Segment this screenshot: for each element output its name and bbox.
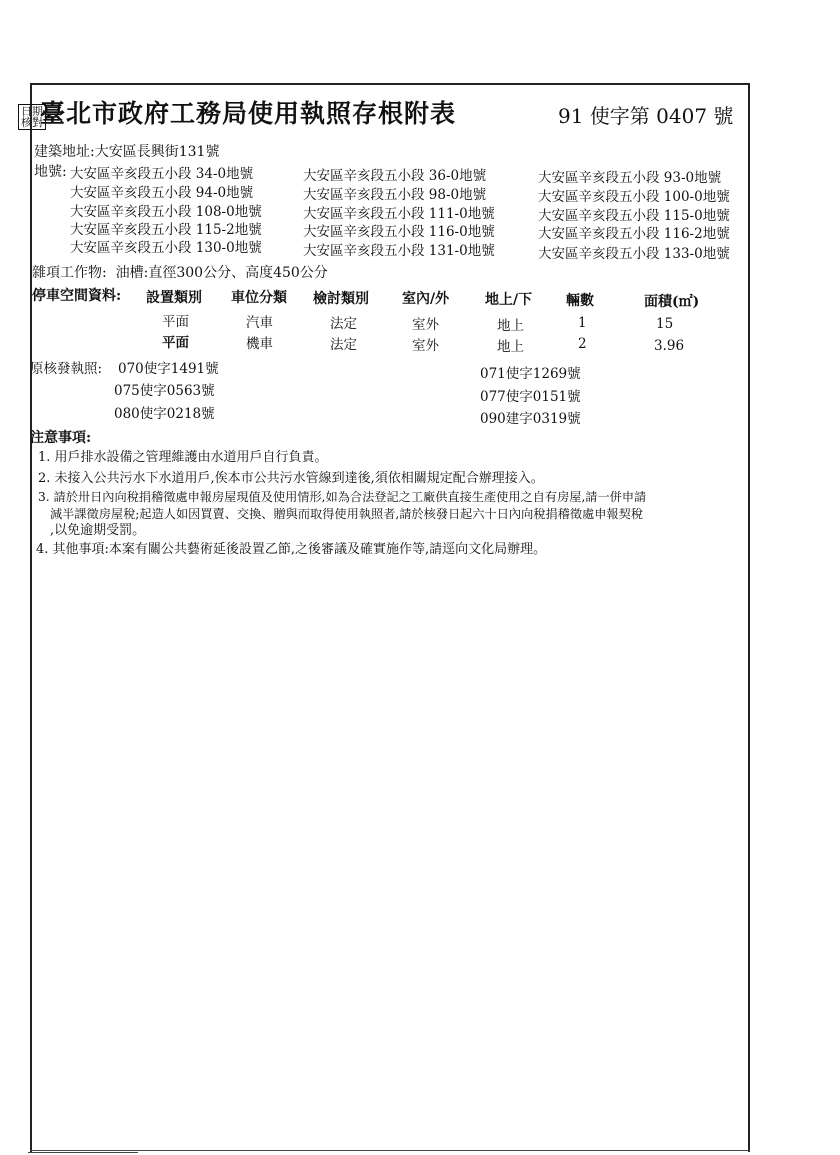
parking-r2-review: 法定	[330, 337, 357, 353]
stamp-line-2: 核對	[21, 116, 43, 129]
original-licenses-label: 原核發執照:	[30, 361, 103, 377]
note-4: 4. 其他事項:本案有關公共藝術延後設置乙節,之後審議及確實施作等,請逕向文化局辦理。	[36, 542, 547, 557]
parking-r1-area: 15	[656, 316, 674, 332]
parking-header-vehicle: 車位分類	[231, 290, 287, 306]
parking-header-level: 地上/下	[485, 292, 533, 308]
parking-r1-indoor: 室外	[412, 317, 439, 333]
lot-r2-c3: 大安區辛亥段五小段 100-0地號	[538, 189, 730, 205]
parking-r1-vehicle: 汽車	[246, 315, 273, 331]
note-2: 2. 未接入公共污水下水道用戶,俟本市公共污水管線到達後,須依相關規定配合辦理接入。	[38, 471, 544, 486]
lot-r2-c2: 大安區辛亥段五小段 98-0地號	[303, 187, 487, 203]
license-right-3: 090建字0319號	[480, 411, 581, 427]
lot-r2-c1: 大安區辛亥段五小段 94-0地號	[70, 185, 254, 201]
parking-r1-count: 1	[578, 315, 587, 331]
license-left-3: 080使字0218號	[114, 406, 215, 422]
parking-r2-count: 2	[578, 336, 587, 352]
parking-r2-vehicle: 機車	[246, 336, 273, 352]
lot-r3-c3: 大安區辛亥段五小段 115-0地號	[538, 208, 730, 224]
parking-header-indoor: 室內/外	[402, 291, 450, 307]
permit-number: 91 使字第 0407 號	[558, 104, 734, 128]
lot-r1-c2: 大安區辛亥段五小段 36-0地號	[303, 168, 487, 184]
bottom-stub-line	[28, 1152, 138, 1153]
frame-top-border	[30, 83, 750, 85]
misc-works-value: 油槽:直徑300公分、高度450公分	[115, 265, 328, 281]
license-left-2: 075使字0563號	[114, 383, 215, 399]
parking-r1-review: 法定	[330, 316, 357, 332]
address-label: 建築地址:	[34, 144, 95, 160]
lot-r5-c1: 大安區辛亥段五小段 130-0地號	[70, 240, 262, 256]
license-left-1: 070使字1491號	[118, 361, 219, 377]
lot-r1-c3: 大安區辛亥段五小段 93-0地號	[538, 170, 722, 186]
parking-header-area: 面積(㎡)	[644, 294, 700, 310]
parking-label: 停車空間資料:	[32, 288, 122, 304]
frame-bottom-border	[30, 1150, 750, 1151]
note-3-line-2: 減半課徵房屋稅;起造人如因買賣、交換、贈與而取得使用執照者,請於核發日起六十日內向稅捐稽徵處申報契稅	[50, 507, 643, 521]
note-3-line-3: ,以免逾期受罰。	[50, 523, 146, 538]
parking-header-count: 輛數	[566, 293, 594, 309]
page-title: 臺北市政府工務局使用執照存根附表	[40, 99, 457, 128]
parking-r2-type: 平面	[162, 335, 189, 351]
parking-r1-type: 平面	[162, 314, 189, 330]
lot-r5-c3: 大安區辛亥段五小段 133-0地號	[538, 246, 730, 262]
misc-works-label: 雜項工作物:	[32, 265, 107, 281]
lot-r4-c3: 大安區辛亥段五小段 116-2地號	[538, 226, 730, 242]
frame-left-border	[30, 84, 32, 1152]
lot-r4-c1: 大安區辛亥段五小段 115-2地號	[70, 222, 262, 238]
misc-works-line	[32, 262, 328, 282]
lot-r5-c2: 大安區辛亥段五小段 131-0地號	[303, 243, 495, 259]
parking-r2-indoor: 室外	[412, 338, 439, 354]
frame-right-border	[748, 84, 750, 1152]
lot-r3-c2: 大安區辛亥段五小段 111-0地號	[303, 206, 495, 222]
parking-header-type: 設置類別	[146, 290, 202, 306]
parking-r2-level: 地上	[497, 339, 524, 355]
lot-r4-c2: 大安區辛亥段五小段 116-0地號	[303, 224, 495, 240]
note-3-line-1: 3. 請於卅日內向稅捐稽徵處申報房屋現值及使用情形,如為合法登記之工廠供直接生產使用之自有房屋,請一併申請	[38, 490, 647, 504]
parking-header-review: 檢討類別	[313, 291, 369, 307]
parking-r2-area: 3.96	[654, 338, 685, 354]
address-line	[34, 141, 219, 161]
stamp-line-1: 日期	[21, 105, 43, 118]
lot-r3-c1: 大安區辛亥段五小段 108-0地號	[70, 204, 262, 220]
address-value: 大安區長興街131號	[94, 144, 220, 160]
lot-r1-c1: 大安區辛亥段五小段 34-0地號	[70, 166, 254, 182]
note-1: 1. 用戶排水設備之管理維護由水道用戶自行負責。	[38, 450, 328, 465]
license-right-2: 077使字0151號	[480, 389, 581, 405]
lots-label: 地號:	[34, 164, 67, 180]
notes-label: 注意事項:	[30, 430, 92, 446]
parking-r1-level: 地上	[497, 318, 524, 334]
license-right-1: 071使字1269號	[480, 366, 581, 382]
